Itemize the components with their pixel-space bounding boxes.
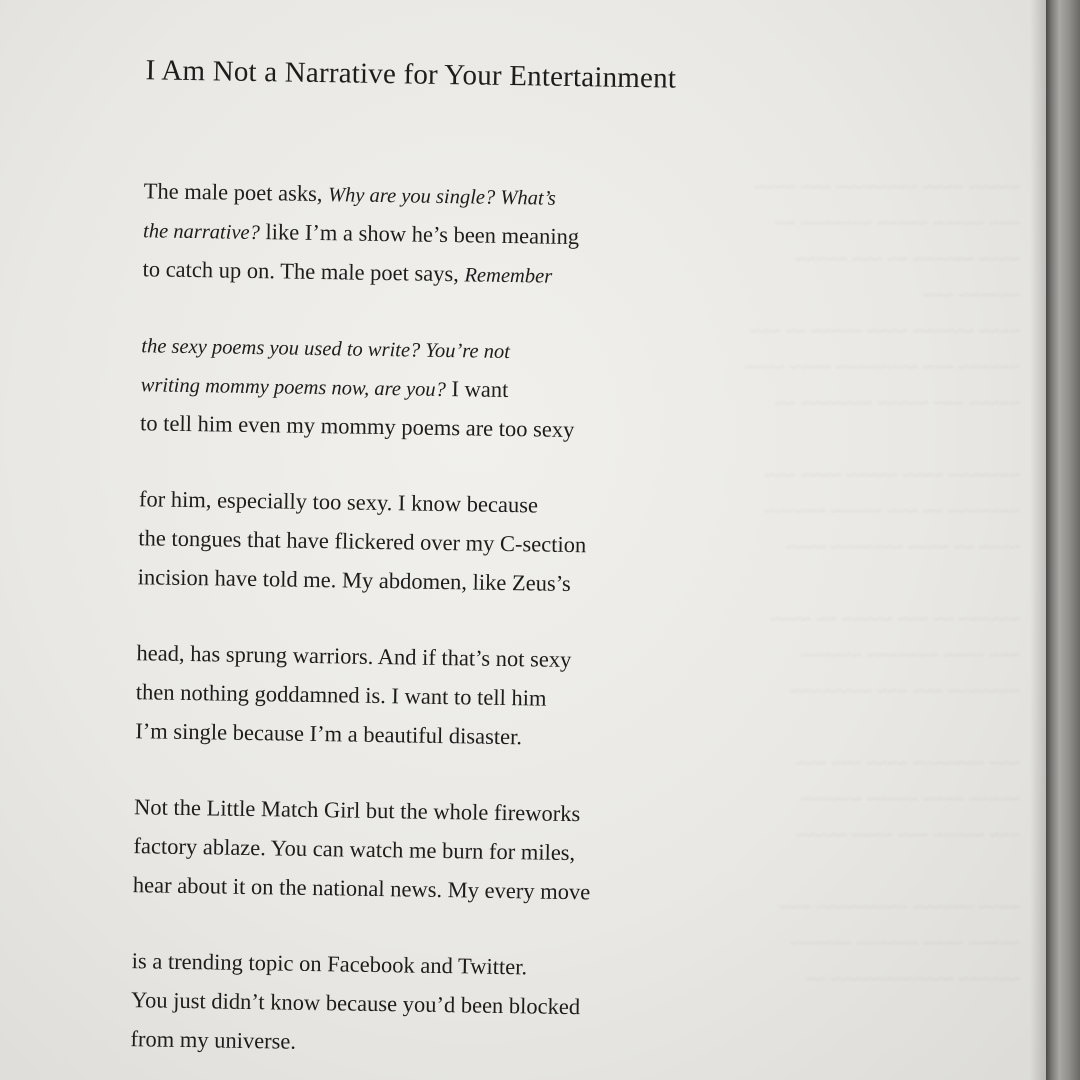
poem-line: the narrative? like I’m a show he’s been meaning	[142, 219, 580, 250]
stanza	[133, 788, 717, 914]
poem-line: factory ablaze. You can watch me burn for miles,	[133, 833, 576, 866]
poem-line: Not the Little Match Girl but the whole fireworks	[133, 794, 581, 827]
stanza	[140, 326, 724, 452]
poem-line: hear about it on the national news. My every move	[132, 872, 591, 905]
stanza	[130, 942, 714, 1068]
poem-line: incision have told me. My abdomen, like Zeus’s	[137, 564, 571, 597]
poem-line: to tell him even my mommy poems are too sexy	[139, 410, 575, 443]
poem-line: to catch up on. The male poet says, Remember	[142, 256, 553, 288]
show-through-from-next-page: ~~~~~ ~~~~ ~~~~~~~~ ~~~ ~~~~ ~~~ ~~~~~ ~~~~~ ~~~~~~~ ~~ ~~~~ ~~~~~~ ~~ ~~~ ~~~~~ ~~~~~~ ~~~ ~~~~ ~~~~~~ ~~~~ ~~~~~ ~~ ~~~ ~~~~~~ ~~~ ~~~~~~~~ ~~~~ ~~~~ ~~~~~ ~~~ ~~~~~ ~~~~~~~ ~~ ~~~~~~~ ~~~~ ~~~~~ ~~~~ ~~~ ~~~~~~~ ~~ ~~~ ~~~~~ ~~~~~~ ~~~~ ~~ ~~~~ ~~~~~~~ ~~~~ ~~~~~~ ~~ ~~~ ~~~~~ ~~ ~~~~ ~~~ ~~~~ ~~~~~~~ ~~~~~~ ~~~~~~~ ~~~ ~~~ ~~~~~~~~ ~~~ ~~~~~~~ ~~~~ ~~~ ~~~ ~~~~~ ~~~~ ~~~~~ ~~~~~~ ~~~ ~~~~~ ~~~ ~~~~ ~~~~~ ~~~~ ~~~~~~ ~~~~~~~~~ ~~~ ~~~~~ ~~~~ ~~~~~~ ~~~~~~ ~~~~~~ ~~~~~~~~~~~~ ~~	[744, 177, 1020, 990]
poem-line: for him, especially too sexy. I know because	[138, 486, 539, 518]
poem-line: writing mommy poems now, are you? I want	[140, 374, 509, 403]
poem-line: the sexy poems you used to write? You’re not	[141, 335, 511, 364]
stanza	[142, 172, 726, 298]
poem-title: I Am Not a Narrative for Your Entertainment	[145, 54, 677, 95]
book-edge	[1046, 0, 1080, 1080]
poem-line: is a trending topic on Facebook and Twitter.	[131, 948, 528, 980]
poem-block	[112, 50, 728, 1080]
poem-line: The male poet asks, Why are you single? What’s	[143, 178, 556, 210]
stanza	[135, 634, 719, 760]
poem-line: You just didn’t know because you’d been blocked	[130, 987, 581, 1020]
poem-line: head, has sprung warriors. And if that’s not sexy	[136, 640, 572, 673]
poem-line: from my universe.	[130, 1026, 297, 1054]
poem-line: then nothing goddamned is. I want to tell him	[135, 679, 547, 711]
poem-body	[130, 172, 726, 1068]
stanza	[137, 480, 721, 606]
poem-line: the tongues that have flickered over my C-section	[138, 525, 587, 558]
poem-line: I’m single because I’m a beautiful disaster.	[135, 718, 523, 750]
